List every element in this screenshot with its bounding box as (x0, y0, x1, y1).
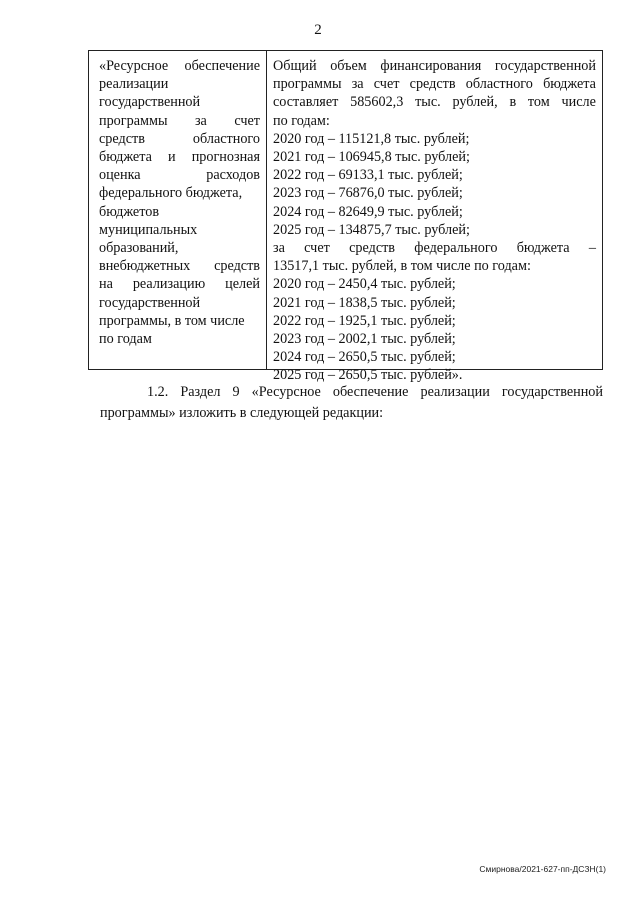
table-left-word: обеспечение (184, 58, 260, 74)
table-left-line: государственной (99, 94, 201, 111)
table-left-line: по годам (99, 331, 152, 348)
table-left-line: реализации (99, 76, 169, 93)
table-right-cell (267, 51, 602, 384)
paragraph-word: «Ресурсное (251, 384, 321, 400)
table-left-word: средств (99, 130, 145, 147)
table-right-line (273, 93, 596, 111)
table-right-line: 2022 год – 1925,1 тыс. рублей; (273, 312, 456, 329)
paragraph-word: 9 (232, 384, 240, 400)
table-right-word: финансирования (380, 58, 482, 74)
table-right-line: 13517,1 тыс. рублей, в том числе по годам: (273, 258, 531, 275)
table-left-word: бюджета (99, 149, 152, 166)
table-right-word: счет (304, 240, 330, 257)
table-left-line (99, 166, 260, 184)
table-left-word: программы (99, 112, 168, 129)
table-right-word: Общий (273, 58, 317, 74)
table-right-word: программы (273, 76, 342, 93)
table-left-word: средств (214, 258, 260, 275)
table-left-line (99, 130, 260, 148)
table-right-line: 2024 год – 82649,9 тыс. рублей; (273, 203, 463, 220)
table-left-cell (89, 51, 267, 369)
paragraph-word: обеспечение (332, 384, 409, 400)
table-right-line: 2025 год – 134875,7 тыс. рублей; (273, 221, 470, 238)
table-left-line (99, 148, 260, 166)
table-left-line (99, 112, 260, 130)
table-right-word: составляет (273, 94, 339, 111)
table-left-word: областного (192, 130, 260, 147)
table-left-line: федерального бюджета, (99, 185, 243, 202)
table-right-word: том (527, 94, 550, 111)
table-right-word: 585602,3 (350, 94, 404, 111)
table-right-word: рублей, (452, 94, 498, 111)
table-left-line (99, 57, 260, 75)
table-right-line: 2022 год – 69133,1 тыс. рублей; (273, 167, 463, 184)
table-left-word: счет (234, 112, 260, 129)
table-left-word: целей (225, 276, 260, 293)
table-left-word: и (168, 149, 176, 166)
table-left-word: на (99, 276, 113, 293)
table-right-line (273, 239, 596, 257)
table-left-word: «Ресурсное (99, 58, 169, 74)
table-right-line: 2023 год – 76876,0 тыс. рублей; (273, 185, 463, 202)
table-right-line: 2023 год – 2002,1 тыс. рублей; (273, 331, 456, 348)
amendment-paragraph (100, 382, 603, 424)
table-right-word: государственной (494, 58, 596, 74)
table-left-line: муниципальных (99, 221, 198, 238)
table-right-word: за (273, 240, 285, 257)
table-right-line: 2021 год – 1838,5 тыс. рублей; (273, 294, 456, 311)
table-right-word: бюджета (516, 240, 570, 257)
table-right-line: 2020 год – 2450,4 тыс. рублей; (273, 276, 456, 293)
table-right-word: федерального (414, 240, 498, 257)
table-right-word: числе (561, 94, 596, 111)
table-left-word: внебюджетных (99, 258, 191, 275)
table-right-word: средств (349, 240, 396, 257)
table-right-line: 2025 год – 2650,5 тыс. рублей». (273, 367, 463, 384)
table-right-word: объем (330, 58, 367, 74)
document-code: Смирнова/2021-627-пп-ДСЗН(1) (479, 864, 606, 874)
paragraph-word: реализации (420, 384, 490, 400)
table-right-word: областного (465, 76, 533, 93)
table-left-line: образований, (99, 240, 179, 257)
resource-provision-table (88, 50, 603, 384)
table-left-line: программы, в том числе (99, 312, 245, 329)
paragraph-word: Раздел (180, 384, 221, 400)
table-left-word: расходов (206, 167, 260, 184)
table-left-line (99, 257, 260, 275)
table-right-line: 2020 год – 115121,8 тыс. рублей; (273, 130, 470, 147)
table-right-word: средств (409, 76, 456, 93)
table-left-line: государственной (99, 294, 201, 311)
table-right-line: 2024 год – 2650,5 тыс. рублей; (273, 349, 456, 366)
table-right-line (273, 57, 596, 75)
table-left-word: за (194, 112, 207, 129)
table-right-word: в (509, 94, 517, 111)
table-right-word: тыс. (415, 94, 441, 111)
paragraph-word: 1.2. (147, 384, 169, 400)
table-left-word: реализацию (132, 276, 206, 293)
table-left-word: прогнозная (191, 149, 260, 166)
table-left-line (99, 275, 260, 293)
page-number: 2 (314, 22, 322, 38)
table-right-word: за (351, 76, 364, 93)
paragraph-line-2: программы» изложить в следующей редакции: (100, 405, 384, 421)
paragraph-line-1 (100, 382, 603, 403)
paragraph-word: государственной (501, 384, 603, 400)
table-right-word: – (588, 240, 596, 257)
table-right-word: счет (373, 76, 400, 93)
table-left-word: оценка (99, 167, 141, 184)
table-right-line (273, 75, 596, 93)
table-left-line: бюджетов (99, 203, 160, 220)
table-right-line: по годам: (273, 112, 330, 129)
table-right-line: 2021 год – 106945,8 тыс. рублей; (273, 149, 470, 166)
table-right-word: бюджета (543, 76, 596, 93)
